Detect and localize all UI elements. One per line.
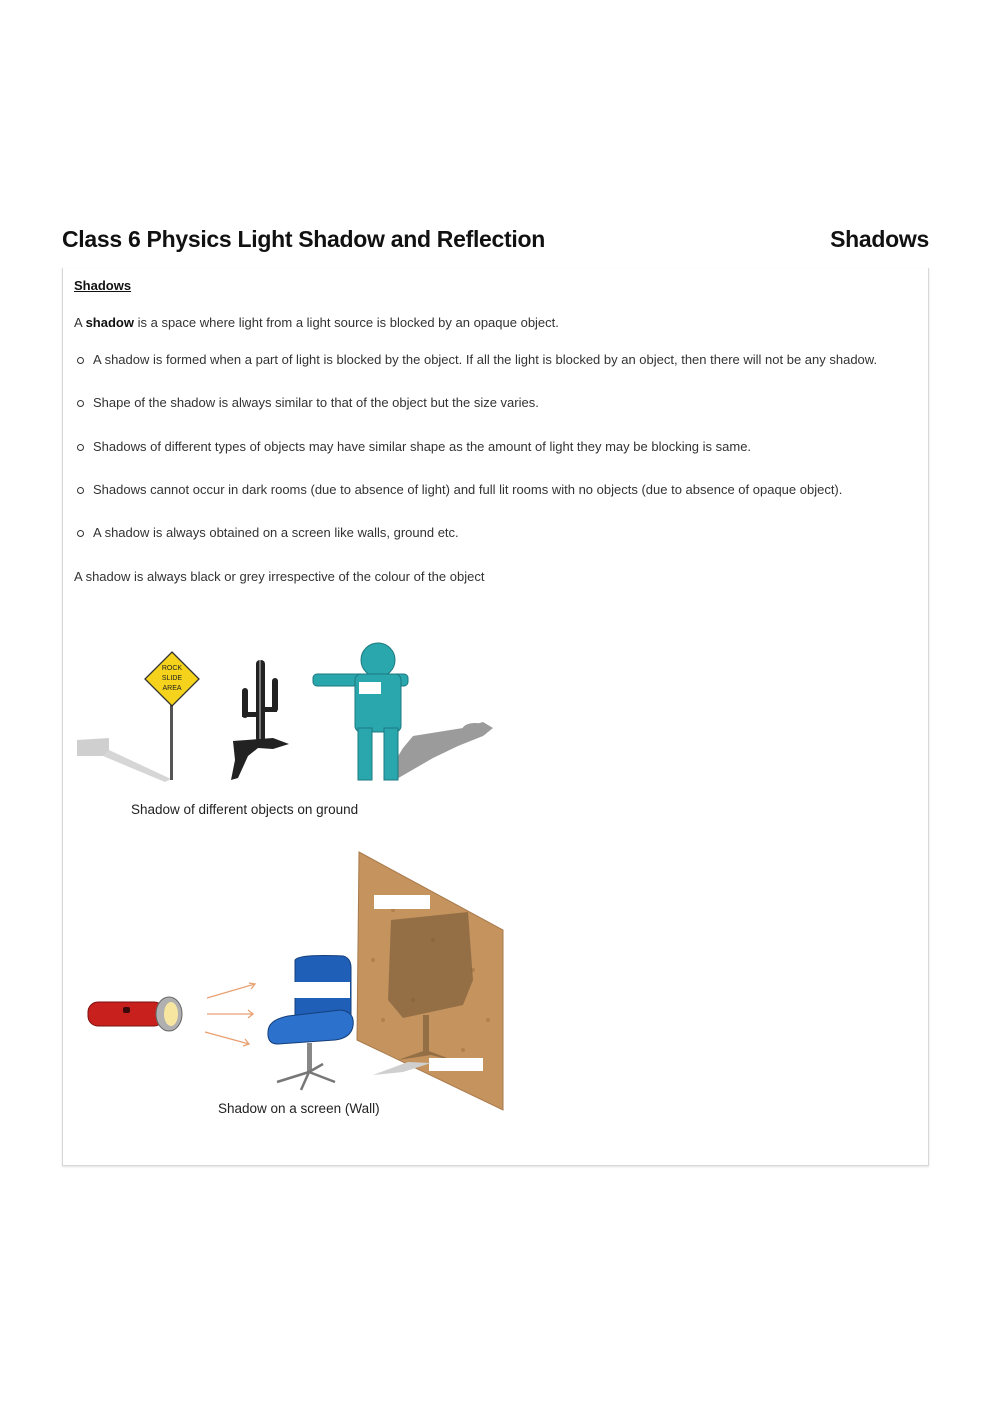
cactus: [231, 660, 289, 780]
figure1-caption: Shadow of different objects on ground: [131, 802, 359, 817]
topic-title: Shadows: [830, 226, 929, 252]
page-title: Class 6 Physics Light Shadow and Reflection: [62, 226, 545, 252]
sign-text-line: ROCK: [161, 665, 183, 672]
intro-paragraph: [74, 315, 559, 330]
list-item: Shadows of different types of objects may have similar shape as the amount of light they may be blocking is same.: [74, 438, 914, 481]
content-card: [62, 268, 929, 1166]
closing-paragraph: A shadow is always black or grey irrespective of the colour of the object: [74, 569, 485, 584]
list-item: Shape of the shadow is always similar to that of the object but the size varies.: [74, 394, 914, 437]
torch-icon: [88, 997, 182, 1031]
intro-bold-term: shadow: [85, 315, 134, 330]
blue-chair: [268, 956, 353, 1091]
figure-wall-shadow: [73, 850, 513, 1140]
list-item: A shadow is formed when a part of light is blocked by the object. If all the light is blocked by an object, then there will not be any shadow.: [74, 351, 914, 394]
intro-prefix: A: [74, 315, 86, 330]
sign-shadow: [77, 738, 109, 756]
teal-person-figure: [313, 643, 408, 780]
sign-text-line: AREA: [162, 685, 182, 692]
list-item: A shadow is always obtained on a screen like walls, ground etc.: [74, 524, 914, 567]
ground-shadows-illustration: [73, 638, 503, 823]
light-ray-arrows: [205, 983, 255, 1046]
person-shadow: [391, 722, 493, 780]
sign-pole: [170, 700, 173, 780]
sign-text-line: SLIDE: [161, 675, 183, 682]
intro-suffix: is a space where light from a light source is blocked by an opaque object.: [133, 315, 559, 330]
page-header: [62, 222, 929, 258]
figure2-caption: Shadow on a screen (Wall): [218, 1101, 380, 1116]
figure-ground-shadows: [73, 638, 503, 823]
section-title: Shadows: [74, 278, 132, 293]
wall-shadow-illustration: [73, 850, 513, 1140]
shadow-facts-list: [74, 351, 914, 567]
list-item: Shadows cannot occur in dark rooms (due to absence of light) and full lit rooms with no objects (due to absence of opaque object).: [74, 481, 914, 524]
